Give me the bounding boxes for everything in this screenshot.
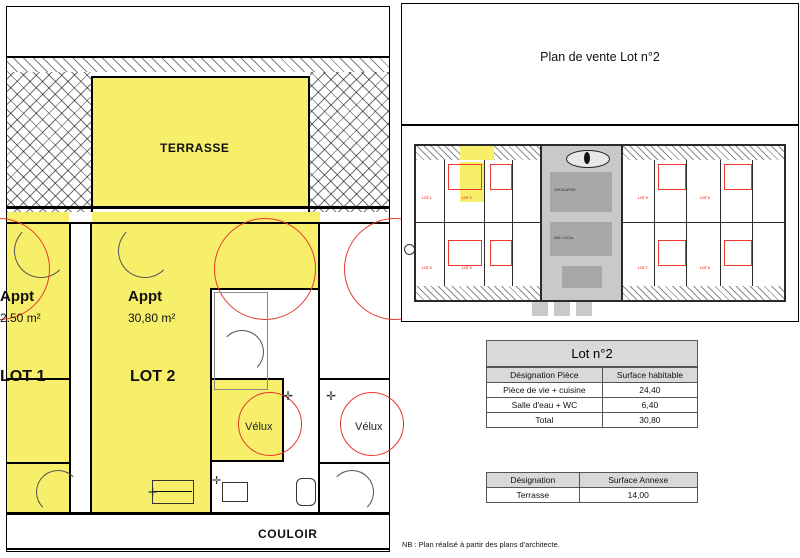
keyplan-lot-label-5: LOT 5 (638, 196, 648, 200)
wall-interior-b (318, 224, 320, 514)
keyplan-outline-right (784, 144, 786, 302)
table-header-row (487, 473, 698, 488)
apartment-lot2-area: 30,80 m² (128, 311, 176, 325)
north-arrow-needle (584, 152, 590, 164)
keyplan-lot-label-1: LOT 1 (422, 196, 432, 200)
fixture-kitchen-divider (152, 491, 192, 492)
annex-surface-table (486, 472, 698, 503)
orientation-marker (404, 244, 415, 255)
table-row (487, 413, 698, 428)
page-title: Plan de vente Lot n°2 (540, 50, 660, 64)
keyplan-unit-marker-7 (724, 164, 752, 190)
right-column (398, 0, 800, 558)
keyplan-unit-marker-5 (658, 164, 686, 190)
keyplan-left-div-2 (484, 160, 485, 286)
apartment-lot2-name: Appt (128, 288, 163, 305)
keyplan-core-stair (550, 172, 612, 212)
fixture-kitchen-block (152, 480, 194, 504)
annex-row0-value: 14,00 (579, 488, 697, 503)
door-arc-5 (330, 470, 374, 514)
wall-right-partition (320, 378, 390, 380)
table-row (487, 383, 698, 398)
keyplan-core-label-2: SAS / LOCAL (554, 236, 574, 240)
lot-row2-label: Total (487, 413, 603, 428)
keyplan-left-mid (416, 222, 540, 223)
wall-terrace-top (91, 76, 310, 78)
keyplan-right-div-2 (686, 160, 687, 286)
apartment-lot1-lot: LOT 1 (0, 368, 46, 385)
plan-outer-frame-top (6, 6, 390, 7)
lot-row2-value: 30,80 (602, 413, 697, 428)
lot-surface-table (486, 340, 698, 428)
plan-note: NB : Plan réalisé à partir des plans d'architecte. (402, 540, 560, 549)
keyplan-core-room-2 (562, 266, 602, 288)
keyplan-lot-label-2: LOT 2 (462, 196, 472, 200)
keyplan-entry-1 (532, 302, 548, 316)
keyplan-right-div-1 (654, 160, 655, 286)
lot-row0-value: 24,40 (602, 383, 697, 398)
keyplan-left-div-3 (512, 160, 513, 286)
keyplan-core-right-wall (621, 146, 623, 300)
wall-left-partition-2 (7, 462, 69, 464)
wall-top-outer (7, 56, 390, 58)
keyplan-lot-label-7: LOT 7 (638, 266, 648, 270)
wall-bathroom-bottom (212, 460, 284, 462)
marker-plus-1: ✛ (283, 389, 294, 403)
marker-plus-4: ✛ (148, 487, 158, 499)
lot-row0-label: Pièce de vie + cuisine (487, 383, 603, 398)
wall-mid-horizontal (7, 206, 390, 209)
velux-label-2: Vélux (355, 421, 383, 433)
hatch-strip-upper (7, 58, 390, 72)
table-header-row (487, 368, 698, 383)
wall-corridor-bottom (7, 548, 390, 550)
keyplan-unit-marker-3 (490, 164, 512, 190)
marker-plus-2: ✛ (326, 389, 337, 403)
keyplan-right-div-3 (720, 160, 721, 286)
wall-mid-horizontal-2 (7, 222, 390, 224)
keyplan-left-div-1 (444, 160, 445, 286)
hatch-band-top-left (7, 72, 91, 212)
wall-terrace-left (91, 76, 93, 212)
lot-table-title: Lot n°2 (486, 340, 698, 367)
corridor-label: COULOIR (258, 527, 318, 541)
keyplan-entry-2 (554, 302, 570, 316)
keyplan-lot2-highlight (460, 146, 494, 160)
apartment-lot2-lot: LOT 2 (130, 368, 176, 385)
lot-table (486, 367, 698, 428)
keyplan-right-div-4 (752, 160, 753, 286)
keyplan-core-label: CIRCULATION (554, 188, 576, 192)
annex-table-header-1: Surface Annexe (579, 473, 697, 488)
table-row (487, 488, 698, 503)
keyplan-lot-label-4: LOT 4 (462, 266, 472, 270)
wall-lot1-right (69, 224, 71, 514)
velux-label-1: Vélux (245, 421, 273, 433)
fixture-wc (296, 478, 316, 506)
apartment-lot1-name: Appt (0, 288, 35, 305)
keyplan-unit-marker-1 (448, 164, 482, 190)
hatch-band-top-right (310, 72, 390, 212)
keyplan-right-hatch-top (622, 146, 784, 160)
annex-row0-label: Terrasse (487, 488, 580, 503)
keyplan-unit-marker-4 (490, 240, 512, 266)
keyplan-right-hatch-bottom (622, 286, 784, 300)
keyplan-unit-marker-2 (448, 240, 482, 266)
keyplan-entry-3 (576, 302, 592, 316)
apartment-floor-plan (0, 0, 396, 558)
marker-plus-3: ✛ (212, 475, 222, 487)
lot-row1-value: 6,40 (602, 398, 697, 413)
table-row (487, 398, 698, 413)
key-plan-canvas (414, 144, 786, 302)
keyplan-outline-left (414, 144, 416, 302)
fixture-sink (222, 482, 248, 502)
keyplan-right-mid (622, 222, 784, 223)
wall-lot2-left (90, 224, 92, 514)
lot-row1-label: Salle d'eau + WC (487, 398, 603, 413)
lot-table-header-0: Désignation Pièce (487, 368, 603, 383)
keyplan-core-left-wall (540, 146, 542, 300)
wall-right-partition-2 (320, 462, 390, 464)
keyplan-lot-label-6: LOT 6 (700, 196, 710, 200)
keyplan-left-hatch-bottom (416, 286, 540, 300)
keyplan-lot-label-3: LOT 3 (422, 266, 432, 270)
door-arc-2 (118, 224, 172, 278)
door-arc-3 (36, 470, 80, 514)
keyplan-outline-bottom (414, 300, 786, 302)
keyplan-lot-label-8: LOT 8 (700, 266, 710, 270)
annex-table (486, 472, 698, 503)
fixture-shower (214, 292, 268, 390)
annex-table-header-0: Désignation (487, 473, 580, 488)
wall-terrace-right (308, 76, 310, 212)
lot-table-header-1: Surface habitable (602, 368, 697, 383)
terrace-label: TERRASSE (160, 141, 230, 155)
title-panel (401, 3, 799, 125)
apartment-lot1-area: 2.50 m² (0, 311, 41, 325)
plan-outer-frame-bottom (6, 551, 390, 552)
keyplan-unit-marker-6 (658, 240, 686, 266)
keyplan-unit-marker-8 (724, 240, 752, 266)
building-key-plan-panel (401, 125, 799, 322)
